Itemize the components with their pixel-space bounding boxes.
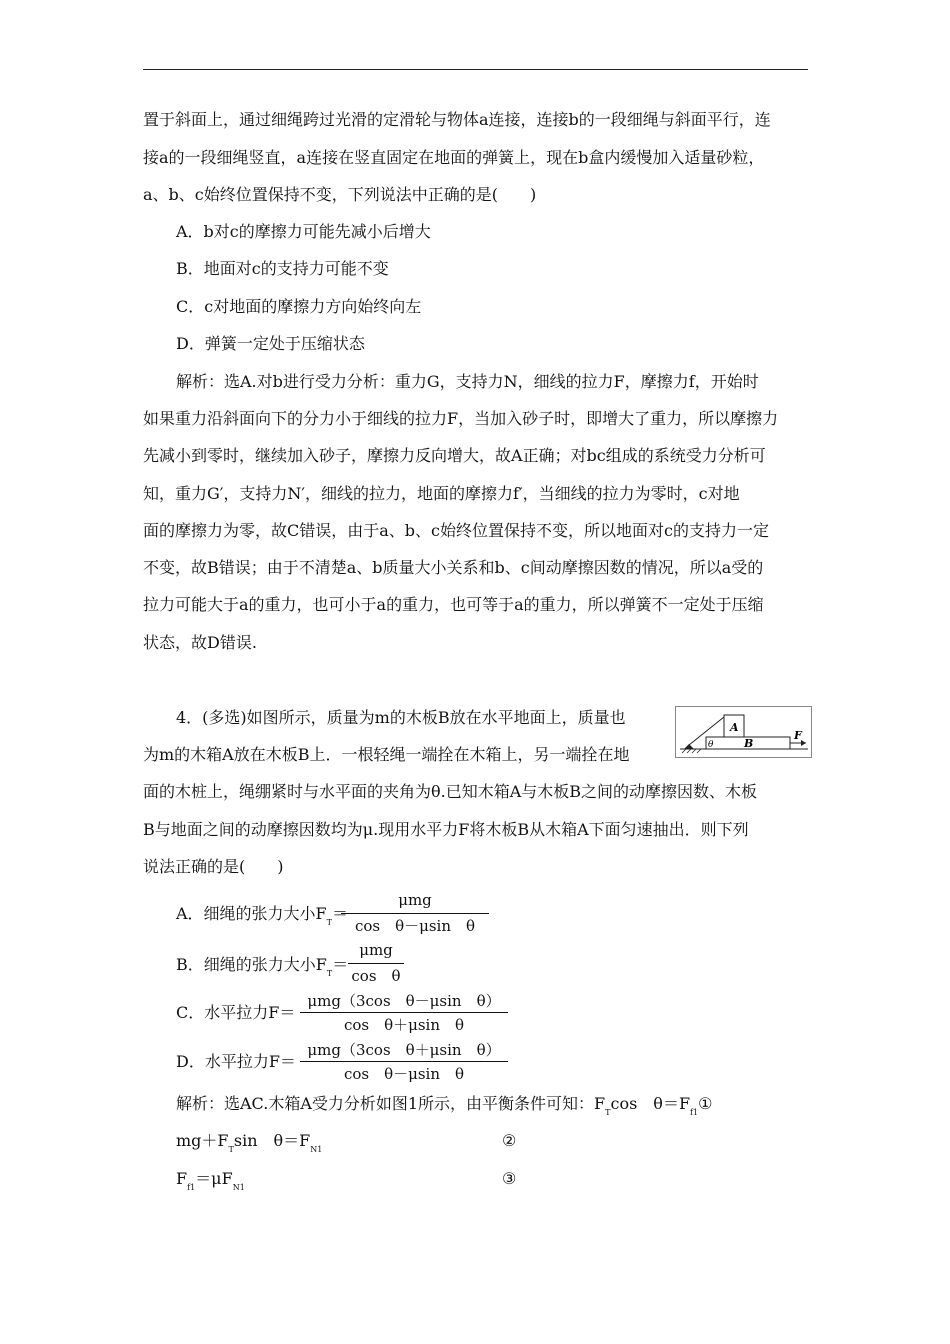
- q3-solution-line-8: 状态，故D错误.: [143, 633, 257, 652]
- q4-equation-3-sub: f1: [187, 1183, 196, 1192]
- q4-option-a-numerator: μmg: [398, 891, 432, 909]
- q4-option-a-prefix: A．细绳的张力大小F: [176, 904, 327, 923]
- q4-option-c-numerator: μmg（3cos θ－μsin θ）: [307, 992, 501, 1010]
- q4-equation-3-b: ＝μF: [195, 1169, 233, 1188]
- q3-option-c: C．c对地面的摩擦力方向始终向左: [176, 297, 422, 316]
- label-f: F: [794, 729, 802, 742]
- q3-stem-line-1: 置于斜面上，通过细绳跨过光滑的定滑轮与物体a连接，连接b的一段细绳与斜面平行，连: [143, 110, 771, 129]
- q4-equation-2-b: sin θ＝F: [233, 1131, 311, 1150]
- q3-option-d: D．弹簧一定处于压缩状态: [176, 334, 365, 353]
- q4-equation-2-a: mg＋F: [176, 1131, 229, 1150]
- q4-option-d-prefix: D．水平拉力F＝: [176, 1052, 296, 1071]
- equation-mark-2: ②: [502, 1131, 517, 1150]
- q4-option-a-sub: T: [326, 918, 333, 927]
- q4-solution-intro-text: 解析：选AC.木箱A受力分析如图1所示，由平衡条件可知：F: [176, 1094, 606, 1113]
- q4-stem-line-5: 说法正确的是( ): [143, 857, 284, 876]
- fraction-bar: [300, 1012, 508, 1013]
- label-theta: θ: [708, 740, 714, 750]
- q4-option-d-numerator: μmg（3cos θ＋μsin θ）: [307, 1041, 501, 1059]
- q4-stem-line-4: B与地面之间的动摩擦因数均为μ.现用水平力F将木板B从木箱A下面匀速抽出．则下列: [143, 820, 749, 839]
- q4-solution-intro-text-b: cos θ＝F: [610, 1094, 691, 1113]
- ground-hatch: [682, 749, 701, 753]
- q3-solution-line-3: 先减小到零时，继续加入砂子，摩擦力反向增大，故A正确；对bc组成的系统受力分析可: [143, 446, 766, 465]
- q3-solution-line-4: 知，重力G′，支持力N′，细线的拉力，地面的摩擦力f′，当细线的拉力为零时，c对地: [143, 484, 740, 503]
- equation-mark-3: ③: [502, 1169, 517, 1188]
- q4-option-d-fraction: [300, 1041, 508, 1083]
- q4-equation-3-a: F: [176, 1169, 188, 1188]
- q4-option-b-eq: ＝: [332, 955, 349, 974]
- label-a: A: [730, 721, 739, 734]
- q4-stem-line-1: 4．(多选)如图所示，质量为m的木板B放在水平地面上，质量也: [176, 708, 626, 727]
- q4-solution-intro-sub2: f1: [690, 1108, 699, 1117]
- q4-option-c: [176, 1003, 295, 1023]
- q4-equation-3-sub2: N1: [232, 1183, 245, 1192]
- equation-mark-1: ①: [698, 1094, 713, 1113]
- q4-equation-2-sub: T: [228, 1145, 234, 1154]
- q4-option-a: [176, 904, 348, 933]
- q4-option-a-eq: ＝: [332, 904, 349, 923]
- q3-solution-line-5: 面的摩擦力为零，故C错误，由于a、b、c始终位置保持不变，所以地面对c的支持力一定: [143, 521, 769, 540]
- q4-option-a-fraction: [341, 891, 489, 935]
- q4-option-a-denominator: cos θ－μsin θ: [354, 917, 476, 935]
- q4-option-b-numerator: μmg: [359, 941, 393, 959]
- fraction-bar: [300, 1061, 508, 1062]
- q4-equation-2: [176, 1131, 322, 1160]
- q4-equation-3: [176, 1169, 245, 1198]
- q4-option-c-prefix: C．水平拉力F＝: [176, 1003, 296, 1022]
- q3-solution-line-6: 不变，故B错误；由于不清楚a、b质量大小关系和b、c间动摩擦因数的情况，所以a受的: [143, 558, 764, 577]
- q4-option-d: [176, 1052, 296, 1072]
- q4-stem-line-3: 面的木桩上，绳绷紧时与水平面的夹角为θ.已知木箱A与木板B之间的动摩擦因数、木板: [143, 782, 758, 801]
- fraction-bar: [341, 913, 489, 914]
- board-box-diagram: [676, 707, 811, 757]
- label-b: B: [744, 737, 754, 750]
- q3-option-b: B．地面对c的支持力可能不变: [176, 259, 389, 278]
- q4-option-d-denominator: cos θ－μsin θ: [343, 1065, 465, 1083]
- q4-option-b-fraction: [348, 941, 404, 985]
- fraction-bar: [348, 963, 404, 964]
- q4-stem-line-2: 为m的木箱A放在木板B上．一根轻绳一端拴在木箱上，另一端拴在地: [143, 745, 630, 764]
- q4-solution-intro-sub: T: [605, 1108, 611, 1117]
- q3-solution-line-2: 如果重力沿斜面向下的分力小于细线的拉力F，当加入砂子时，即增大了重力，所以摩擦力: [143, 409, 779, 428]
- q3-stem-line-3: a、b、c始终位置保持不变，下列说法中正确的是( ): [143, 185, 537, 204]
- q4-option-c-fraction: [300, 992, 508, 1034]
- q4-solution-intro: [176, 1094, 712, 1123]
- q3-solution-line-7: 拉力可能大于a的重力，也可小于a的重力，也可等于a的重力，所以弹簧不一定处于压缩: [143, 595, 764, 614]
- header-rule: [143, 69, 808, 70]
- q4-option-c-denominator: cos θ＋μsin θ: [343, 1016, 465, 1034]
- q4-option-b: [176, 955, 348, 984]
- q3-solution-line-1: 解析：选A.对b进行受力分析：重力G，支持力N，细线的拉力F，摩擦力f，开始时: [176, 372, 759, 391]
- q4-figure: [675, 706, 812, 758]
- q4-option-b-prefix: B．细绳的张力大小F: [176, 955, 327, 974]
- q4-option-b-denominator: cos θ: [351, 967, 401, 985]
- q4-equation-2-sub2: N1: [310, 1145, 323, 1154]
- q3-option-a: A．b对c的摩擦力可能先减小后增大: [176, 222, 431, 241]
- q3-stem-line-2: 接a的一段细绳竖直，a连接在竖直固定在地面的弹簧上，现在b盒内缓慢加入适量砂粒，: [143, 148, 765, 167]
- q4-option-b-sub: T: [326, 969, 333, 978]
